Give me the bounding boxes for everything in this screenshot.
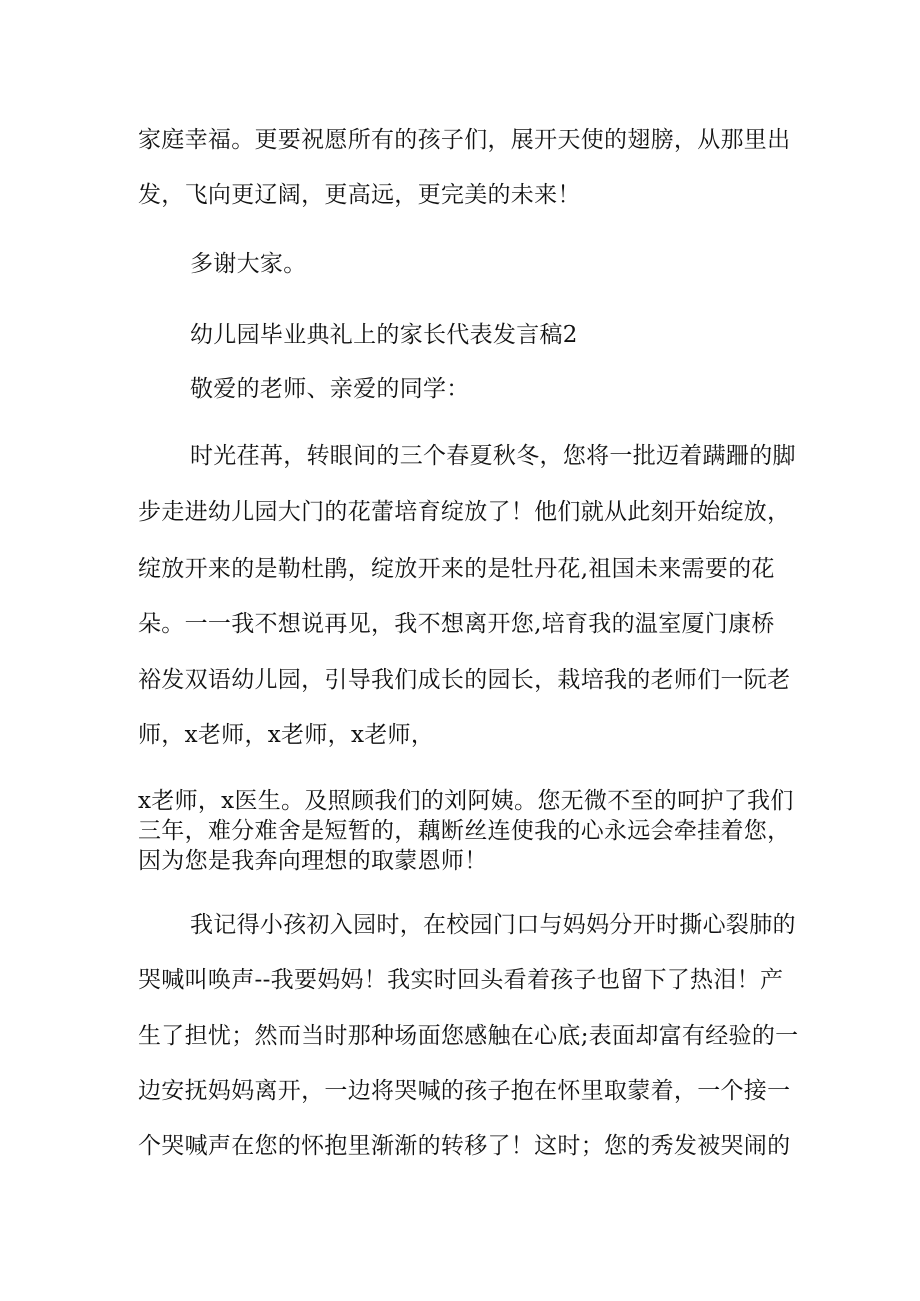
paragraph2-line-3: 因为您是我奔向理想的取蒙恩师！ [138,848,488,874]
paragraph3-line-4: 边安抚妈妈离开，一边将哭喊的孩子抱在怀里取蒙着，一个接一 [138,1078,791,1104]
paragraph1-line-2: 步走进幼儿园大门的花蕾培育绽放了！他们就从此刻开始绽放， [138,499,791,525]
thanks-line: 多谢大家。 [190,251,307,277]
paragraph3-line-2: 哭喊叫唤声--我要妈妈！我实时回头看着孩子也留下了热泪！产 [138,967,784,993]
intro-line-2: 发，飞向更辽阔，更高远，更完美的未来！ [138,182,581,208]
paragraph3-line-3: 生了担忧；然而当时那种场面您感触在心底;表面却富有经验的一 [138,1023,799,1049]
paragraph1-line-5: 裕发双语幼儿园，引导我们成长的园长，栽培我的老师们一阮老 [138,667,791,693]
intro-line-1: 家庭幸福。更要祝愿所有的孩子们，展开天使的翅膀，从那里出 [138,127,791,153]
paragraph1-line-4: 朵。一一我不想说再见，我不想离开您,培育我的温室厦门康桥 [138,611,775,637]
paragraph1-line-1: 时光荏苒，转眼间的三个春夏秋冬，您将一批迈着蹒跚的脚 [190,443,796,469]
paragraph1-line-3: 绽放开来的是勒杜鹃，绽放开来的是牡丹花,祖国未来需要的花 [138,556,775,582]
paragraph2-line-2: 三年，难分难舍是短暂的，藕断丝连使我的心永远会牵挂着您， [138,818,791,844]
section-heading: 幼儿园毕业典礼上的家长代表发言稿2 [190,322,578,348]
paragraph3-line-5: 个哭喊声在您的怀抱里渐渐的转移了！这时；您的秀发被哭闹的 [138,1133,791,1159]
greeting-line: 敬爱的老师、亲爱的同学： [190,376,470,402]
paragraph1-line-6: 师，x老师，x老师，x老师， [138,722,435,748]
paragraph3-line-1: 我记得小孩初入园时，在校园门口与妈妈分开时撕心裂肺的 [190,912,796,938]
paragraph2-line-1: x老师，x医生。及照顾我们的刘阿姨。您无微不至的呵护了我们 [138,788,794,814]
